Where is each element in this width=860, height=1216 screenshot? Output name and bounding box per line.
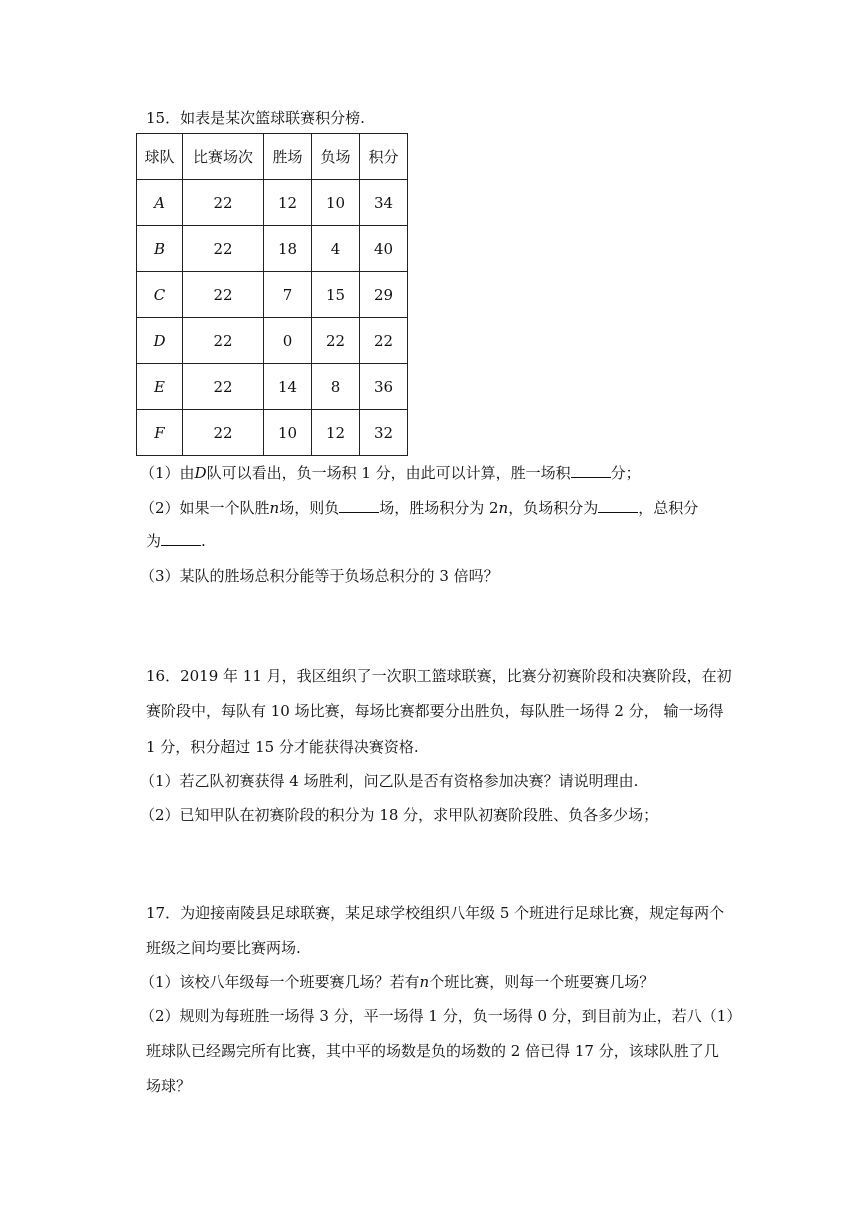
q17-part2-line2: 班球队已经踢完所有比赛，其中平的场数是负的场数的 2 倍已得 17 分，该球队胜了几 xyxy=(146,1042,719,1060)
wins-cell: 12 xyxy=(264,180,312,226)
team-cell: B xyxy=(137,226,183,272)
table-row xyxy=(137,318,408,364)
text: 场，则负 xyxy=(279,499,340,517)
matches-cell: 22 xyxy=(183,272,264,318)
wins-cell: 0 xyxy=(264,318,312,364)
wins-cell: 10 xyxy=(264,410,312,456)
text: . xyxy=(201,532,206,550)
team-cell: A xyxy=(137,180,183,226)
q15-part2-cont xyxy=(146,530,206,551)
answer-blank[interactable] xyxy=(571,463,611,478)
var-d: D xyxy=(194,464,207,482)
points-cell: 34 xyxy=(360,180,408,226)
header-points: 积分 xyxy=(360,134,408,180)
text: 为 xyxy=(146,532,162,550)
var-n: n xyxy=(419,973,430,991)
matches-cell: 22 xyxy=(183,410,264,456)
text: 队可以看出，负一场积 1 分，由此可以计算，胜一场积 xyxy=(206,464,571,482)
points-cell: 29 xyxy=(360,272,408,318)
var-n: n xyxy=(498,499,509,517)
team-cell: D xyxy=(137,318,183,364)
answer-blank[interactable] xyxy=(339,498,379,513)
wins-cell: 18 xyxy=(264,226,312,272)
team-cell: C xyxy=(137,272,183,318)
q15-part1 xyxy=(140,462,641,483)
q17-part1 xyxy=(140,971,654,992)
losses-cell: 8 xyxy=(312,364,360,410)
answer-blank[interactable] xyxy=(161,531,201,546)
losses-cell: 22 xyxy=(312,318,360,364)
text: （2）如果一个队胜 xyxy=(140,499,270,517)
q17-part2-line1: （2）规则为每班胜一场得 3 分，平一场得 1 分，负一场得 0 分，到目前为止，若八（1） xyxy=(140,1007,742,1025)
table-row xyxy=(137,226,408,272)
q16-line1: 16．2019 年 11 月，我区组织了一次职工篮球联赛，比赛分初赛阶段和决赛阶段，在初 xyxy=(146,667,732,685)
points-cell: 22 xyxy=(360,318,408,364)
table-row xyxy=(137,364,408,410)
q16-line3: 1 分，积分超过 15 分才能获得决赛资格. xyxy=(146,738,419,756)
points-cell: 36 xyxy=(360,364,408,410)
answer-blank[interactable] xyxy=(598,498,638,513)
q17-part2-line3: 场球？ xyxy=(146,1077,192,1095)
text: 个班比赛，则每一个班要赛几场？ xyxy=(429,973,655,991)
table-row xyxy=(137,180,408,226)
q15-part2 xyxy=(140,497,698,518)
header-matches: 比赛场次 xyxy=(183,134,264,180)
matches-cell: 22 xyxy=(183,180,264,226)
losses-cell: 12 xyxy=(312,410,360,456)
text: ，总积分 xyxy=(638,499,699,517)
var-n: n xyxy=(269,499,280,517)
q16-part2: （2）已知甲队在初赛阶段的积分为 18 分，求甲队初赛阶段胜、负各多少场； xyxy=(140,806,659,824)
text: （1）由 xyxy=(140,464,195,482)
standings-table xyxy=(136,133,408,456)
text: 分； xyxy=(610,464,641,482)
q16-line2: 赛阶段中，每队有 10 场比赛，每场比赛都要分出胜负，每队胜一场得 2 分， 输一场得 xyxy=(146,702,724,720)
matches-cell: 22 xyxy=(183,364,264,410)
losses-cell: 4 xyxy=(312,226,360,272)
points-cell: 40 xyxy=(360,226,408,272)
text: ，负场积分为 xyxy=(508,499,599,517)
header-team: 球队 xyxy=(137,134,183,180)
wins-cell: 7 xyxy=(264,272,312,318)
table-header-row xyxy=(137,134,408,180)
wins-cell: 14 xyxy=(264,364,312,410)
table-row xyxy=(137,272,408,318)
team-cell: F xyxy=(137,410,183,456)
matches-cell: 22 xyxy=(183,226,264,272)
header-wins: 胜场 xyxy=(264,134,312,180)
losses-cell: 10 xyxy=(312,180,360,226)
q17-line2: 班级之间均要比赛两场. xyxy=(146,939,301,957)
matches-cell: 22 xyxy=(183,318,264,364)
team-cell: E xyxy=(137,364,183,410)
q15-part3: （3）某队的胜场总积分能等于负场总积分的 3 倍吗？ xyxy=(140,567,499,585)
text: 场，胜场积分为 2 xyxy=(379,499,499,517)
text: （1）该校八年级每一个班要赛几场？若有 xyxy=(140,973,420,991)
points-cell: 32 xyxy=(360,410,408,456)
header-losses: 负场 xyxy=(312,134,360,180)
q15-intro: 15．如表是某次篮球联赛积分榜. xyxy=(146,109,365,127)
losses-cell: 15 xyxy=(312,272,360,318)
table-row xyxy=(137,410,408,456)
q16-part1: （1）若乙队初赛获得 4 场胜利，问乙队是否有资格参加决赛？请说明理由. xyxy=(140,772,639,790)
q17-line1: 17．为迎接南陵县足球联赛，某足球学校组织八年级 5 个班进行足球比赛，规定每两个 xyxy=(146,904,725,922)
